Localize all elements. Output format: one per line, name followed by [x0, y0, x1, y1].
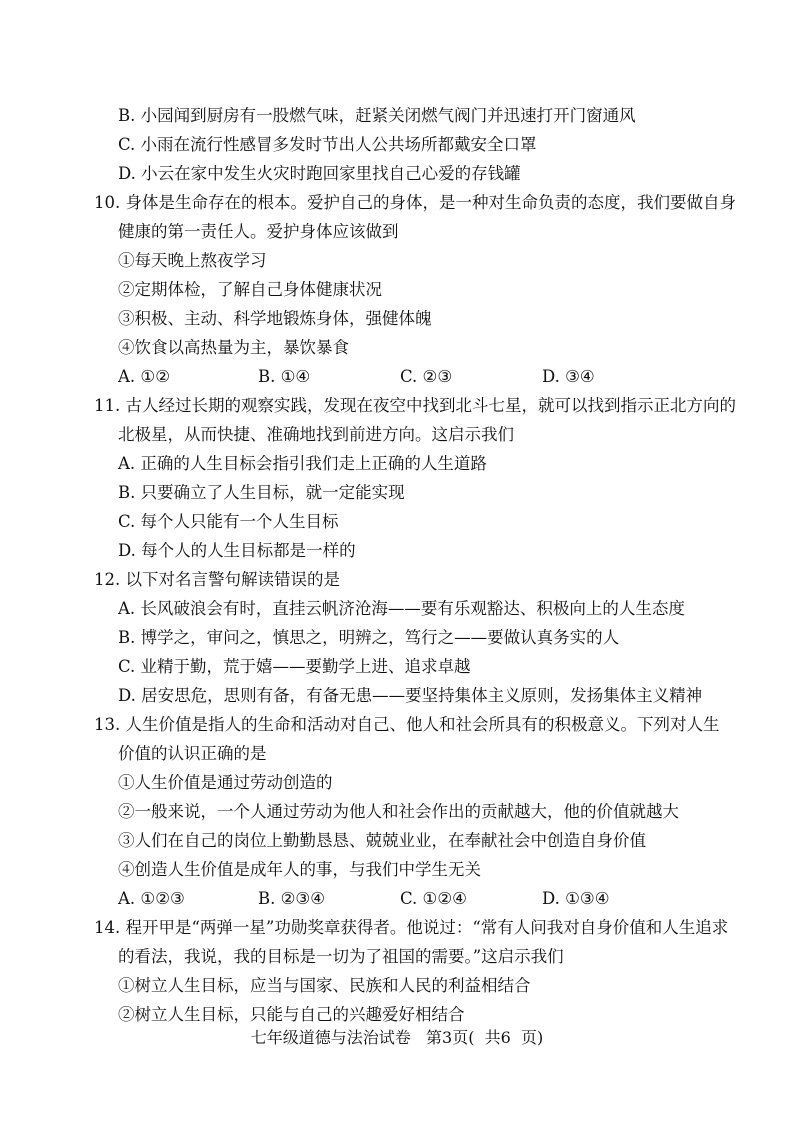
- q10-item-4: ④饮食以高热量为主，暴饮暴食: [118, 338, 349, 357]
- q13-item-3: ③人们在自己的岗位上勤勤恳恳、兢兢业业，在奉献社会中创造自身价值: [118, 831, 646, 850]
- q11-stem-line1: 11. 古人经过长期的观察实践，发现在夜空中找到北斗七星，就可以找到指示正北方向的: [94, 396, 736, 415]
- q10-choice-a: A. ①②: [118, 367, 170, 386]
- q12-option-b: B. 博学之，审问之，慎思之，明辨之，笃行之——要做认真务实的人: [118, 628, 620, 647]
- q12-option-d: D. 居安思危，思则有备，有备无患——要坚持集体主义原则，发扬集体主义精神: [118, 686, 703, 705]
- q10-stem-line2: 健康的第一责任人。爱护身体应该做到: [118, 222, 399, 241]
- q11-stem-line2: 北极星，从而快捷、准确地找到前进方向。这启示我们: [118, 425, 514, 444]
- q10-choice-b: B. ①④: [258, 367, 311, 386]
- q10-choice-d: D. ③④: [542, 367, 595, 386]
- q10-stem-line1: 10. 身体是生命存在的根本。爱护自己的身体，是一种对生命负责的态度，我们要做自身: [94, 193, 736, 212]
- q12-option-c: C. 业精于勤，荒于嬉——要勤学上进、追求卓越: [118, 657, 471, 676]
- q13-item-4: ④创造人生价值是成年人的事，与我们中学生无关: [118, 860, 481, 879]
- q11-option-c: C. 每个人只能有一个人生目标: [118, 512, 339, 531]
- q9-option-d: D. 小云在家中发生火灾时跑回家里找自己心爱的存钱罐: [118, 164, 521, 183]
- q10-choice-c: C. ②③: [400, 367, 453, 386]
- q13-choices: [118, 889, 678, 909]
- q13-choice-d: D. ①③④: [542, 889, 610, 908]
- q14-stem-line1: 14. 程开甲是“两弹一星”功勋奖章获得者。他说过：“常有人问我对自身价值和人生追求: [94, 918, 729, 937]
- page-footer: 七年级道德与法治试卷 第3页( 共6 页): [250, 1028, 544, 1047]
- q12-stem: 12. 以下对名言警句解读错误的是: [94, 570, 340, 589]
- q10-item-2: ②定期体检，了解自己身体健康状况: [118, 280, 382, 299]
- q14-item-2: ②树立人生目标，只能与自己的兴趣爱好相结合: [118, 1005, 465, 1024]
- q10-item-1: ①每天晚上熬夜学习: [118, 251, 267, 270]
- q13-choice-a: A. ①②③: [118, 889, 185, 908]
- q14-stem-line2: 的看法，我说，我的目标是一切为了祖国的需要。”这启示我们: [118, 947, 564, 966]
- q11-option-b: B. 只要确立了人生目标，就一定能实现: [118, 483, 405, 502]
- q11-option-a: A. 正确的人生目标会指引我们走上正确的人生道路: [118, 454, 487, 473]
- q13-choice-b: B. ②③④: [258, 889, 325, 908]
- q10-choices: [118, 367, 678, 387]
- q9-option-c: C. 小雨在流行性感冒多发时节出人公共场所都戴安全口罩: [118, 135, 537, 154]
- q12-option-a: A. 长风破浪会有时，直挂云帆济沧海——要有乐观豁达、积极向上的人生态度: [118, 599, 685, 618]
- q14-item-1: ①树立人生目标，应当与国家、民族和人民的利益相结合: [118, 976, 531, 995]
- q13-item-2: ②一般来说，一个人通过劳动为他人和社会作出的贡献越大，他的价值就越大: [118, 802, 679, 821]
- q13-stem-line1: 13. 人生价值是指人的生命和活动对自己、他人和社会所具有的积极意义。下列对人生: [94, 715, 720, 734]
- q13-stem-line2: 价值的认识正确的是: [118, 744, 267, 763]
- q10-item-3: ③积极、主动、科学地锻炼身体，强健体魄: [118, 309, 432, 328]
- q11-option-d: D. 每个人的人生目标都是一样的: [118, 541, 356, 560]
- q13-choice-c: C. ①②④: [400, 889, 467, 908]
- q9-option-b: B. 小园闻到厨房有一股燃气味，赶紧关闭燃气阀门并迅速打开门窗通风: [118, 106, 636, 125]
- q13-item-1: ①人生价值是通过劳动创造的: [118, 773, 333, 792]
